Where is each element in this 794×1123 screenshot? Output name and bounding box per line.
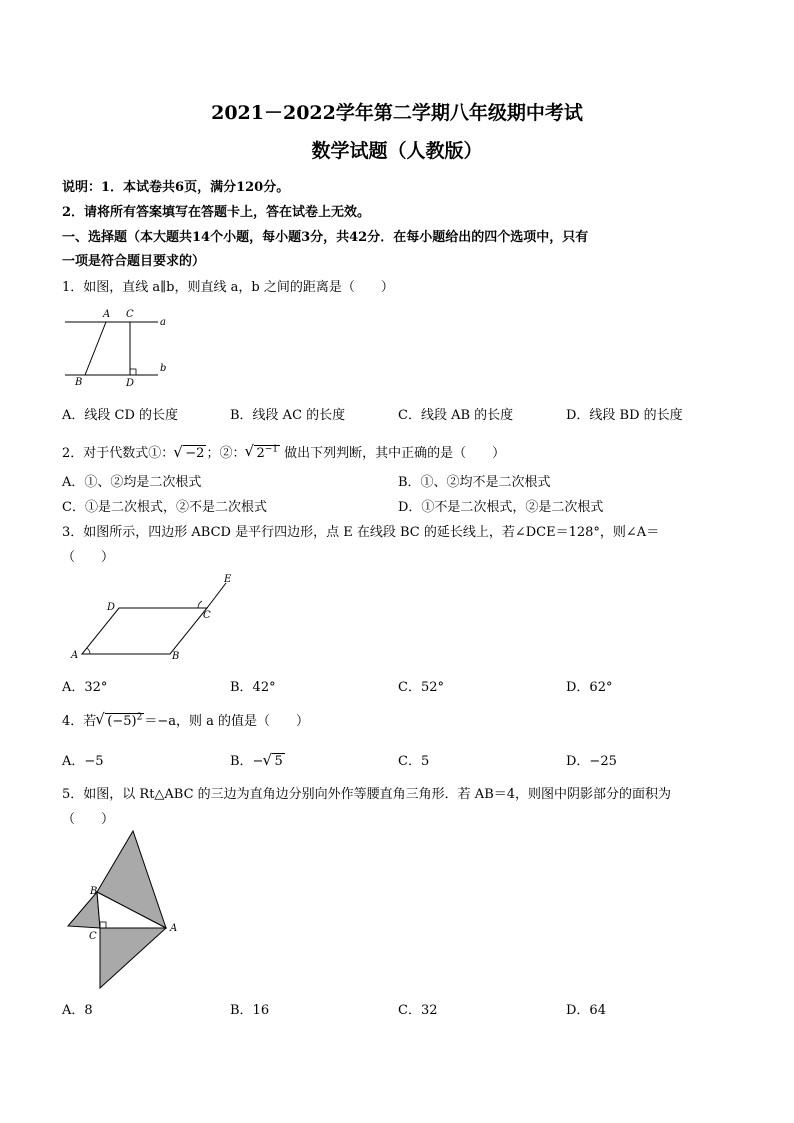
q4-radical: √ $(-5)^2$ bbox=[96, 713, 144, 729]
q2-radical-2: √ $2^{-1}$ bbox=[245, 445, 280, 461]
q5-triangle-on-bc bbox=[68, 892, 100, 928]
q1-right-angle-mark bbox=[130, 369, 136, 375]
q4-option-b[interactable]: B．−√ 5 bbox=[230, 750, 285, 769]
note-2: 2．请将所有答案填写在答题卡上，答在试卷上无效。 bbox=[62, 205, 371, 220]
q5-stem-2: （ ） bbox=[62, 812, 115, 827]
q4-stem-part1: 4．若 bbox=[62, 714, 97, 729]
q1-option-b[interactable]: B．线段 AC 的长度 bbox=[230, 408, 346, 423]
q3-angle-mark-a bbox=[87, 648, 90, 654]
q3-option-c[interactable]: C．52° bbox=[398, 680, 444, 695]
q2-radical-1: √ −2 bbox=[174, 446, 206, 461]
q4-stem-part2: ＝−a，则 a 的值是（ ） bbox=[144, 714, 309, 729]
q1-label-b-point: B bbox=[75, 377, 83, 388]
q1-label-b-line: b bbox=[160, 363, 167, 374]
q4-option-a[interactable]: A．−5 bbox=[62, 754, 104, 769]
q1-label-c-point: C bbox=[126, 309, 134, 320]
q3-extension-ce bbox=[207, 583, 226, 608]
q5-option-c[interactable]: C．32 bbox=[398, 1003, 438, 1018]
q2-option-c[interactable]: C．①是二次根式，②不是二次根式 bbox=[62, 500, 267, 515]
q3-option-d[interactable]: D．62° bbox=[566, 680, 613, 695]
q3-stem-1: 3．如图所示，四边形 ABCD 是平行四边形，点 E 在线段 BC 的延长线上，若∠DCE＝128°，则∠A＝ bbox=[62, 525, 660, 540]
q1-segment-ab bbox=[85, 322, 106, 375]
q3-figure bbox=[64, 570, 244, 665]
q3-option-b[interactable]: B．42° bbox=[230, 680, 276, 695]
q5-label-c: C bbox=[89, 931, 97, 942]
q4-option-b-radical: √ 5 bbox=[263, 754, 284, 769]
q2-option-a[interactable]: A．①、②均是二次根式 bbox=[62, 475, 202, 490]
q3-label-d: D bbox=[107, 602, 116, 613]
q3-label-c: C bbox=[203, 610, 211, 621]
q3-label-b: B bbox=[172, 651, 180, 662]
q1-option-d[interactable]: D．线段 BD 的长度 bbox=[566, 408, 683, 423]
q5-option-d[interactable]: D．64 bbox=[566, 1003, 606, 1018]
q3-option-a[interactable]: A．32° bbox=[62, 680, 108, 695]
q2-stem bbox=[62, 442, 505, 461]
q2-stem-part2: ；②： bbox=[206, 446, 246, 461]
exam-subtitle: 数学试题（人教版） bbox=[311, 140, 483, 162]
q1-label-a-point: A bbox=[103, 309, 111, 320]
exam-title: 2021－2022学年第二学期八年级期中考试 bbox=[211, 102, 583, 124]
q4-stem bbox=[62, 710, 309, 729]
q1-figure bbox=[60, 305, 180, 390]
note-1: 说明：1．本试卷共6页，满分120分。 bbox=[62, 180, 290, 195]
q2-stem-part1: 2．对于代数式①： bbox=[62, 446, 175, 461]
q5-option-a[interactable]: A．8 bbox=[62, 1003, 93, 1018]
q3-label-a: A bbox=[71, 650, 79, 661]
q1-label-a-line: a bbox=[160, 317, 166, 328]
q2-stem-part3: 做出下列判断，其中正确的是（ ） bbox=[280, 446, 506, 461]
q5-label-a: A bbox=[170, 923, 178, 934]
q3-angle-mark-c bbox=[198, 601, 202, 608]
q5-stem-1: 5．如图，以 Rt△ABC 的三边为直角边分别向外作等腰直角三角形．若 AB＝4，则图中阴影部分的面积为 bbox=[62, 787, 672, 802]
q5-option-b[interactable]: B．16 bbox=[230, 1003, 270, 1018]
q5-figure bbox=[62, 828, 192, 993]
q4-option-d[interactable]: D．−25 bbox=[566, 754, 617, 769]
q3-stem-2: （ ） bbox=[62, 550, 115, 565]
q4-option-c[interactable]: C．5 bbox=[398, 754, 430, 769]
q5-label-b: B bbox=[90, 886, 98, 897]
q5-triangle-on-ca bbox=[100, 928, 166, 988]
q3-label-e: E bbox=[224, 574, 232, 585]
q3-parallelogram bbox=[82, 608, 207, 654]
q1-stem: 1．如图，直线 a∥b，则直线 a，b 之间的距离是（ ） bbox=[62, 280, 394, 295]
q1-option-a[interactable]: A．线段 CD 的长度 bbox=[62, 408, 179, 423]
q1-label-d-point: D bbox=[126, 378, 135, 389]
q1-option-c[interactable]: C．线段 AB 的长度 bbox=[398, 408, 514, 423]
section-heading-2: 一项是符合题目要求的） bbox=[62, 254, 206, 269]
q2-option-d[interactable]: D．①不是二次根式，②是二次根式 bbox=[398, 500, 604, 515]
q2-option-b[interactable]: B．①、②均不是二次根式 bbox=[398, 475, 551, 490]
section-heading-1: 一、选择题（本大题共14个小题，每小题3分，共42分．在每小题给出的四个选项中，只有 bbox=[62, 230, 589, 245]
